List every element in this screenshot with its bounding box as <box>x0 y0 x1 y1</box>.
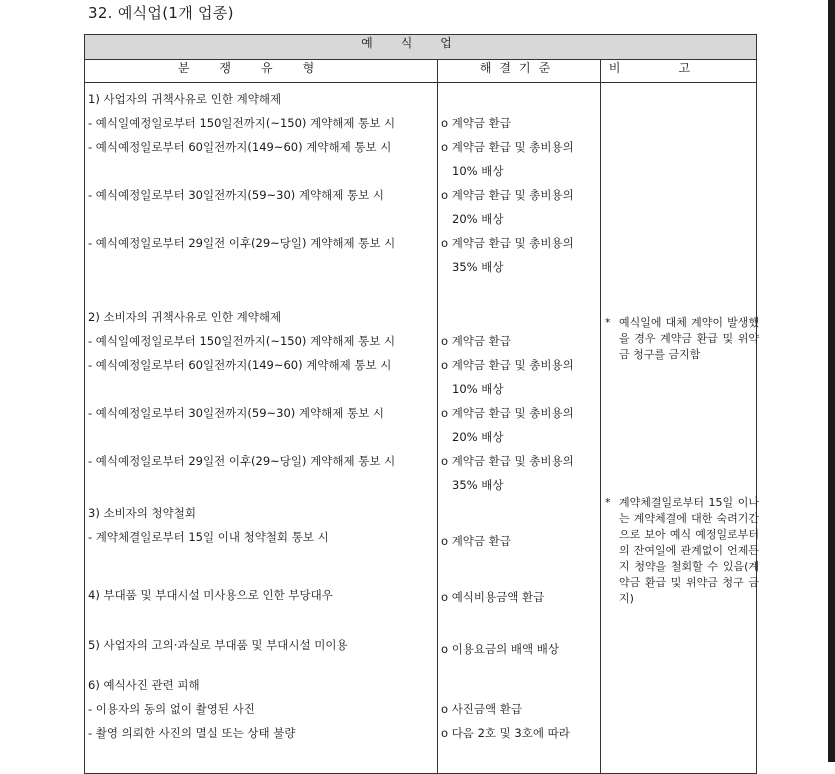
table-title-row <box>85 35 757 60</box>
resolution-item: o 계약금 환급 <box>441 534 511 548</box>
resolution-item: 10% 배상 <box>452 164 504 178</box>
remark-bullet: * <box>605 316 611 329</box>
resolution-item: o 계약금 환급 <box>441 116 511 130</box>
dispute-item: 2) 소비자의 귀책사유로 인한 계약해제 <box>88 310 282 324</box>
resolution-item: 35% 배상 <box>452 260 504 274</box>
dispute-item: - 예식일예정일로부터 150일전까지(~150) 계약해제 통보 시 <box>88 334 396 348</box>
resolution-item: o 계약금 환급 및 총비용의 <box>441 406 574 420</box>
dispute-item: 5) 사업자의 고의·과실로 부대품 및 부대시설 미이용 <box>88 638 348 652</box>
dispute-item: 4) 부대품 및 부대시설 미사용으로 인한 부당대우 <box>88 588 333 602</box>
window-edge-scrollbar[interactable] <box>828 0 835 762</box>
remark-text: 계약체결일로부터 15일 이나는 계약체결에 대한 숙려기간으로 보아 예식 예정일로부터의 잔여일에 관계없이 언제든지 청약을 철회할 수 있음(계약금 환급 및 위약금 청구 금지) <box>619 496 759 605</box>
resolution-item: o 계약금 환급 및 총비용의 <box>441 454 574 468</box>
resolution-item: o 다음 2호 및 3호에 따라 <box>441 726 570 740</box>
remark-note <box>605 495 759 607</box>
page-title: 32. 예식업(1개 업종) <box>88 4 234 22</box>
remark-bullet: * <box>605 496 611 509</box>
column-header-row <box>85 60 757 83</box>
resolution-item: 10% 배상 <box>452 382 504 396</box>
dispute-item: - 촬영 의뢰한 사진의 멸실 또는 상태 불량 <box>88 726 296 740</box>
dispute-item: - 예식예정일로부터 60일전까지(149~60) 계약해제 통보 시 <box>88 358 392 372</box>
remark-text: 예식일에 대체 계약이 발생했을 경우 계약금 환급 및 위약금 청구를 금지함 <box>619 316 759 361</box>
dispute-item: 6) 예식사진 관련 피해 <box>88 678 200 692</box>
dispute-type-cell <box>85 83 438 774</box>
dispute-item: - 이용자의 동의 없이 촬영된 사진 <box>88 702 255 716</box>
dispute-item: - 예식일예정일로부터 150일전까지(~150) 계약해제 통보 시 <box>88 116 396 130</box>
dispute-item: - 예식예정일로부터 29일전 이후(29~당일) 계약해제 통보 시 <box>88 454 396 468</box>
column-header-dispute-type: 분쟁유형 <box>85 60 438 83</box>
resolution-cell <box>438 83 601 774</box>
dispute-item: - 예식예정일로부터 29일전 이후(29~당일) 계약해제 통보 시 <box>88 236 396 250</box>
resolution-item: o 계약금 환급 <box>441 334 511 348</box>
resolution-item: 35% 배상 <box>452 478 504 492</box>
dispute-table <box>84 34 757 774</box>
resolution-item: o 이용요금의 배액 배상 <box>441 642 559 656</box>
dispute-item: - 예식예정일로부터 30일전까지(59~30) 계약해제 통보 시 <box>88 188 385 202</box>
dispute-item: 1) 사업자의 귀책사유로 인한 계약해제 <box>88 92 282 106</box>
remark-note <box>605 315 759 363</box>
table-title: 예식업 <box>85 35 757 60</box>
resolution-item: o 계약금 환급 및 총비용의 <box>441 358 574 372</box>
resolution-item: o 예식비용금액 환급 <box>441 590 545 604</box>
resolution-item: o 사진금액 환급 <box>441 702 523 716</box>
dispute-item: - 계약체결일로부터 15일 이내 청약철회 통보 시 <box>88 530 329 544</box>
column-header-resolution: 해결기준 <box>438 60 601 83</box>
resolution-item: o 계약금 환급 및 총비용의 <box>441 236 574 250</box>
remarks-cell <box>601 83 757 774</box>
resolution-item: o 계약금 환급 및 총비용의 <box>441 140 574 154</box>
dispute-item: - 예식예정일로부터 30일전까지(59~30) 계약해제 통보 시 <box>88 406 385 420</box>
resolution-item: 20% 배상 <box>452 430 504 444</box>
column-header-remarks: 비고 <box>601 60 757 83</box>
dispute-item: 3) 소비자의 청약철회 <box>88 506 196 520</box>
table-body-row <box>85 83 757 774</box>
dispute-item: - 예식예정일로부터 60일전까지(149~60) 계약해제 통보 시 <box>88 140 392 154</box>
resolution-item: 20% 배상 <box>452 212 504 226</box>
resolution-item: o 계약금 환급 및 총비용의 <box>441 188 574 202</box>
